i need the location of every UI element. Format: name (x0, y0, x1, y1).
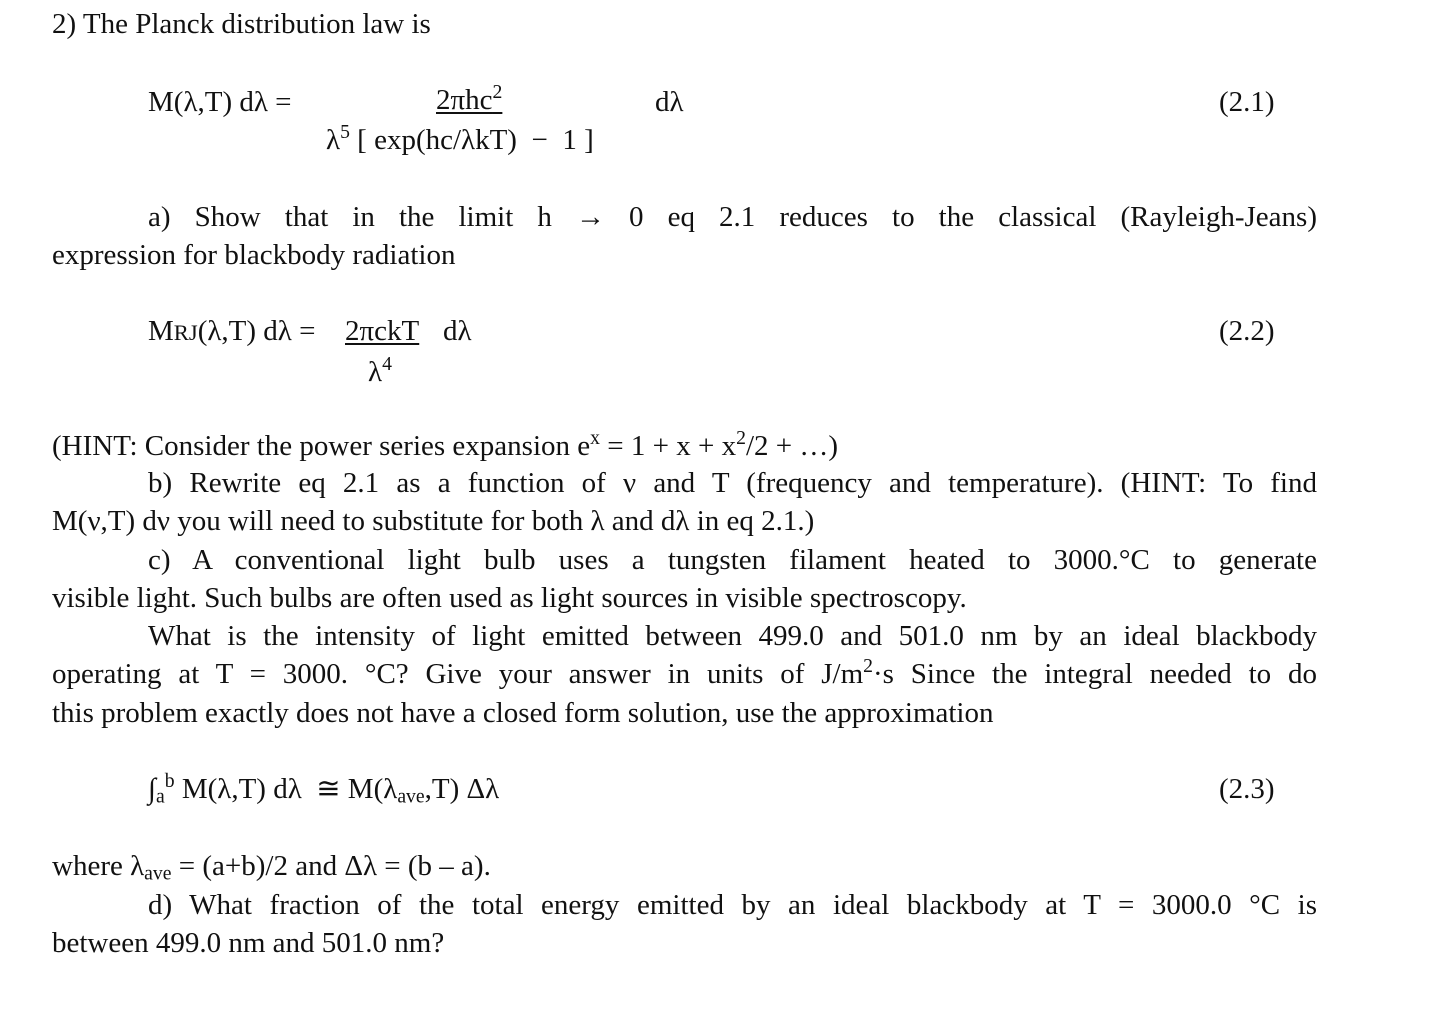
part-d-line-2: between 499.0 nm and 501.0 nm? (52, 927, 445, 959)
eq22-lhs-rest: (λ,T) dλ = (197, 315, 316, 347)
part-c-line-4-exp: 2 (863, 655, 873, 678)
problem-heading: 2) The Planck distribution law is (52, 8, 431, 40)
part-c-line-3: What is the intensity of light emitted between 499.0 and 501.0 nm by an ideal blackbody (148, 620, 1317, 652)
part-b-line-1: b) Rewrite eq 2.1 as a function of ν and T (frequency and temperature). (HINT: To find (148, 467, 1317, 499)
eq21-dlambda: dλ (655, 86, 684, 118)
eq21-numerator (436, 81, 503, 116)
eq22-denominator (368, 353, 392, 388)
eq22-lhs-m: M (148, 315, 174, 347)
eq23-number: (2.3) (1219, 773, 1275, 805)
part-c-line-1: c) A conventional light bulb uses a tungsten filament heated to 3000.°C to generate (148, 544, 1317, 576)
eq22-den-exp: 4 (382, 353, 392, 376)
eq21-num-exp: 2 (492, 81, 503, 104)
eq21-denominator (326, 121, 594, 156)
part-c-line-5: this problem exactly does not have a closed form solution, use the approximation (52, 697, 994, 729)
where-pre: where λ (52, 850, 145, 882)
eq22-den-base: λ (368, 356, 383, 388)
eq22-number: (2.2) (1219, 315, 1275, 347)
integral-sign: ∫ (148, 773, 156, 805)
hint-mid: = 1 + x + x (600, 430, 737, 462)
eq23-expression (148, 770, 500, 808)
hint-e-exp: x (590, 427, 600, 450)
part-c-line-4 (52, 655, 1318, 690)
hint-pre: (HINT: Consider the power series expansion e (52, 430, 591, 462)
eq22-dlambda: dλ (443, 315, 472, 347)
eq23-ave-sub: ave (397, 785, 425, 808)
eq22-lhs-sub: RJ (173, 320, 198, 345)
part-c-line-4-post: ·s Since the integral needed to do (873, 658, 1318, 690)
part-c-line-2: visible light. Such bulbs are often used as light sources in visible spectroscopy. (52, 582, 967, 614)
part-b-line-2: M(ν,T) dν you will need to substitute for both λ and dλ in eq 2.1.) (52, 505, 815, 537)
eq21-den-pre: λ (326, 124, 341, 156)
part-a-line-1: a) Show that in the limit h → 0 eq 2.1 reduces to the classical (Rayleigh-Jeans) (148, 201, 1317, 233)
eq21-den-exp: 5 (340, 121, 350, 144)
integral-lower-limit: a (155, 785, 165, 808)
hint-post: /2 + …) (745, 430, 839, 462)
eq21-num-base: 2πhc (436, 84, 493, 116)
part-d-line-1: d) What fraction of the total energy emitted by an ideal blackbody at T = 3000.0 °C is (148, 889, 1317, 921)
eq23-body-pre: M(λ,T) dλ ≅ M(λ (174, 773, 398, 805)
where-post: = (a+b)/2 and Δλ = (b – a). (171, 850, 491, 882)
integral-upper-limit: b (164, 770, 175, 793)
eq22-numerator: 2πckT (345, 315, 420, 347)
hint-x-exp: 2 (736, 427, 746, 450)
part-a-line-2: expression for blackbody radiation (52, 239, 456, 271)
hint-line (52, 427, 839, 462)
eq22-lhs (148, 317, 315, 346)
where-ave-sub: ave (144, 862, 172, 885)
eq23-body-post: ,T) Δλ (424, 773, 500, 805)
eq21-number: (2.1) (1219, 86, 1275, 118)
where-line (52, 850, 491, 885)
eq21-den-post: [ exp(hc/λkT) − 1 ] (349, 124, 594, 156)
eq21-lhs: M(λ,T) dλ = (148, 86, 292, 118)
part-c-line-4-pre: operating at T = 3000. °C? Give your answer in units of J/m (52, 658, 864, 690)
